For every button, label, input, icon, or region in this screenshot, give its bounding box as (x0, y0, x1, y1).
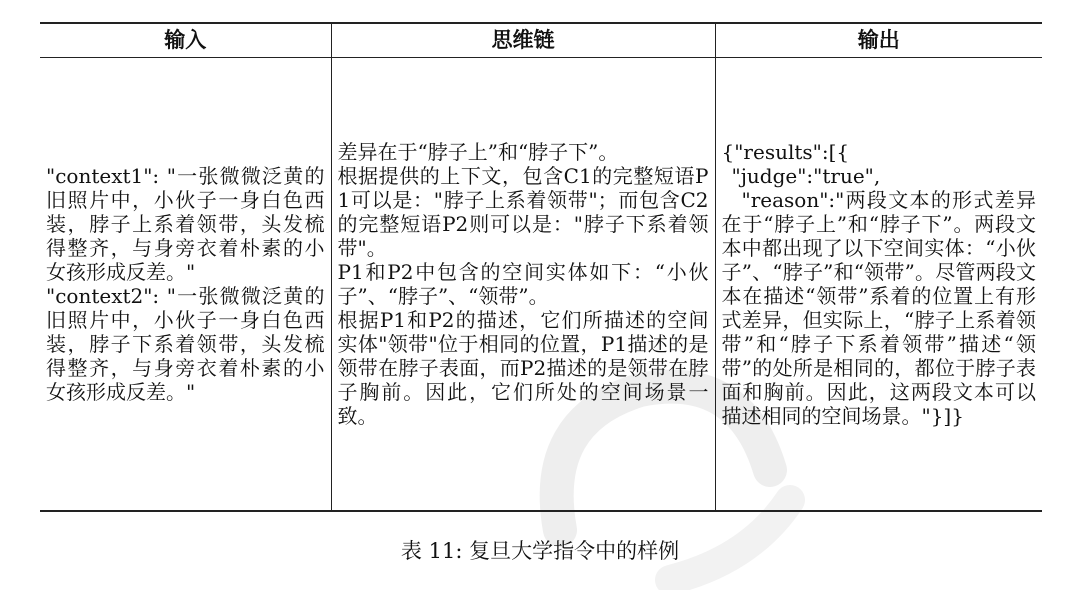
cot-step-1: 差异在于“脖子上”和“脖子下”。 (337, 140, 619, 164)
table-row (40, 58, 1042, 512)
cot-step-3: P1和P2中包含的空间实体如下：“小伙子”、“脖子”、“领带”。 (337, 260, 709, 308)
output-line-3: "reason":"两段文本的形式差异在于“脖子上”和“脖子下”。两段文本中都出现了以下空间实体：“小伙子”、“脖子”和“领带”。尽管两段文本在描述“领带”系着的位置上有形式差异，但实际上，“脖子上系着领带”和“脖子下系着领带”描述“领带”的处所是相同的，都位于脖子表面和胸前。因此，这两段文本可以描述相同的空间场景。"}]} (721, 188, 1036, 428)
sample-table (40, 22, 1042, 512)
header-output: 输出 (715, 23, 1042, 58)
context1-text: "context1": "一张微微泛黄的旧照片中，小伙子一身白色西装，脖子上系着领带，头发梳得整齐，与身旁衣着朴素的小女孩形成反差。" (46, 164, 325, 284)
output-line-1: {"results":[{ (721, 140, 850, 164)
header-chain-of-thought: 思维链 (331, 23, 715, 58)
output-cell (715, 58, 1042, 512)
table-header-row (40, 23, 1042, 58)
header-input: 输入 (40, 23, 331, 58)
context2-text: "context2": "一张微微泛黄的旧照片中，小伙子一身白色西装，脖子下系着领带，头发梳得整齐，与身旁衣着朴素的小女孩形成反差。" (46, 284, 325, 404)
cot-step-4: 根据P1和P2的描述，它们所描述的空间实体"领带"位于相同的位置，P1描述的是领带在脖子表面，而P2描述的是领带在脖子胸前。因此，它们所处的空间场景一致。 (337, 308, 709, 428)
input-cell (40, 58, 331, 512)
chain-of-thought-cell (331, 58, 715, 512)
output-line-2: "judge":"true", (731, 164, 881, 188)
cot-step-2: 根据提供的上下文，包含C1的完整短语P1可以是："脖子上系着领带"；而包含C2的完整短语P2则可以是："脖子下系着领带"。 (337, 164, 709, 260)
table-caption: 表 11: 复旦大学指令中的样例 (400, 539, 680, 563)
